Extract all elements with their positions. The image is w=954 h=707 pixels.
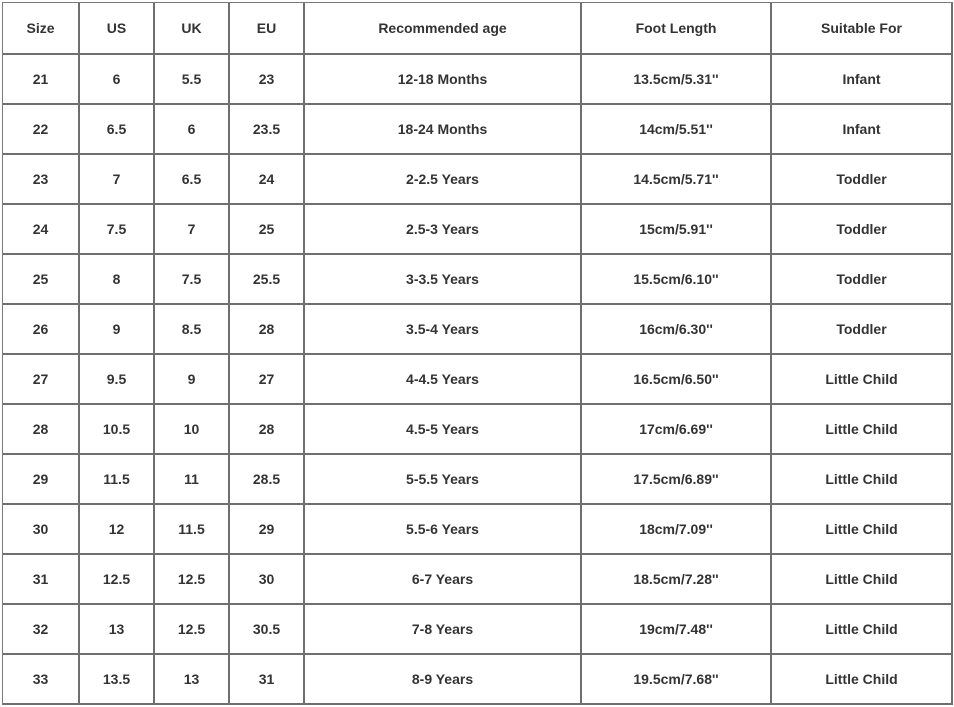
cell-eu: 28 [230,305,305,355]
cell-size: 22 [3,105,80,155]
cell-size: 26 [3,305,80,355]
cell-foot-length: 14cm/5.51'' [582,105,772,155]
cell-eu: 29 [230,505,305,555]
cell-foot-length: 14.5cm/5.71'' [582,155,772,205]
cell-recommended-age: 7-8 Years [305,605,582,655]
cell-size: 23 [3,155,80,205]
cell-uk: 12.5 [155,605,230,655]
cell-eu: 30 [230,555,305,605]
header-recommended-age: Recommended age [305,3,582,55]
cell-suitable-for: Little Child [772,655,953,705]
cell-us: 12.5 [80,555,155,605]
cell-uk: 11 [155,455,230,505]
table-row [3,105,953,155]
cell-foot-length: 15.5cm/6.10'' [582,255,772,305]
header-eu: EU [230,3,305,55]
table-body [3,55,953,705]
cell-suitable-for: Infant [772,105,953,155]
table-row [3,155,953,205]
cell-us: 6.5 [80,105,155,155]
header-us: US [80,3,155,55]
cell-us: 13.5 [80,655,155,705]
cell-uk: 6 [155,105,230,155]
table-row [3,505,953,555]
cell-uk: 8.5 [155,305,230,355]
cell-foot-length: 16cm/6.30'' [582,305,772,355]
cell-eu: 23 [230,55,305,105]
cell-foot-length: 18.5cm/7.28'' [582,555,772,605]
cell-size: 28 [3,405,80,455]
size-chart-table [2,2,953,705]
cell-eu: 25 [230,205,305,255]
cell-suitable-for: Toddler [772,305,953,355]
cell-size: 24 [3,205,80,255]
cell-uk: 11.5 [155,505,230,555]
cell-size: 30 [3,505,80,555]
table-row [3,455,953,505]
header-foot-length: Foot Length [582,3,772,55]
cell-uk: 12.5 [155,555,230,605]
cell-suitable-for: Toddler [772,205,953,255]
cell-recommended-age: 5.5-6 Years [305,505,582,555]
header-suitable-for: Suitable For [772,3,953,55]
table-row [3,305,953,355]
cell-recommended-age: 12-18 Months [305,55,582,105]
cell-eu: 25.5 [230,255,305,305]
cell-eu: 24 [230,155,305,205]
cell-uk: 7.5 [155,255,230,305]
cell-recommended-age: 8-9 Years [305,655,582,705]
cell-uk: 6.5 [155,155,230,205]
cell-foot-length: 19cm/7.48'' [582,605,772,655]
cell-recommended-age: 4.5-5 Years [305,405,582,455]
table-row [3,55,953,105]
cell-recommended-age: 3.5-4 Years [305,305,582,355]
cell-suitable-for: Little Child [772,555,953,605]
cell-eu: 30.5 [230,605,305,655]
cell-us: 9 [80,305,155,355]
cell-us: 10.5 [80,405,155,455]
table-row [3,655,953,705]
cell-recommended-age: 5-5.5 Years [305,455,582,505]
cell-eu: 28 [230,405,305,455]
cell-recommended-age: 3-3.5 Years [305,255,582,305]
cell-eu: 23.5 [230,105,305,155]
cell-suitable-for: Little Child [772,355,953,405]
cell-eu: 31 [230,655,305,705]
cell-size: 32 [3,605,80,655]
cell-foot-length: 17.5cm/6.89'' [582,455,772,505]
cell-recommended-age: 4-4.5 Years [305,355,582,405]
cell-foot-length: 17cm/6.69'' [582,405,772,455]
cell-eu: 28.5 [230,455,305,505]
cell-foot-length: 19.5cm/7.68'' [582,655,772,705]
cell-uk: 10 [155,405,230,455]
cell-suitable-for: Toddler [772,255,953,305]
cell-us: 6 [80,55,155,105]
table-row [3,405,953,455]
table-row [3,555,953,605]
cell-suitable-for: Toddler [772,155,953,205]
cell-recommended-age: 18-24 Months [305,105,582,155]
cell-foot-length: 15cm/5.91'' [582,205,772,255]
cell-suitable-for: Little Child [772,505,953,555]
table-header-row [3,3,953,55]
cell-us: 11.5 [80,455,155,505]
cell-suitable-for: Infant [772,55,953,105]
header-size: Size [3,3,80,55]
cell-recommended-age: 2-2.5 Years [305,155,582,205]
cell-uk: 9 [155,355,230,405]
cell-recommended-age: 6-7 Years [305,555,582,605]
cell-size: 29 [3,455,80,505]
header-uk: UK [155,3,230,55]
cell-size: 31 [3,555,80,605]
cell-uk: 5.5 [155,55,230,105]
cell-size: 27 [3,355,80,405]
cell-foot-length: 18cm/7.09'' [582,505,772,555]
cell-recommended-age: 2.5-3 Years [305,205,582,255]
cell-size: 21 [3,55,80,105]
cell-suitable-for: Little Child [772,405,953,455]
cell-us: 12 [80,505,155,555]
cell-suitable-for: Little Child [772,455,953,505]
cell-us: 9.5 [80,355,155,405]
table-row [3,255,953,305]
table-row [3,605,953,655]
cell-us: 13 [80,605,155,655]
cell-size: 33 [3,655,80,705]
cell-suitable-for: Little Child [772,605,953,655]
cell-foot-length: 16.5cm/6.50'' [582,355,772,405]
cell-uk: 13 [155,655,230,705]
table-row [3,355,953,405]
cell-foot-length: 13.5cm/5.31'' [582,55,772,105]
cell-uk: 7 [155,205,230,255]
cell-size: 25 [3,255,80,305]
cell-eu: 27 [230,355,305,405]
table-row [3,205,953,255]
cell-us: 7.5 [80,205,155,255]
cell-us: 8 [80,255,155,305]
cell-us: 7 [80,155,155,205]
